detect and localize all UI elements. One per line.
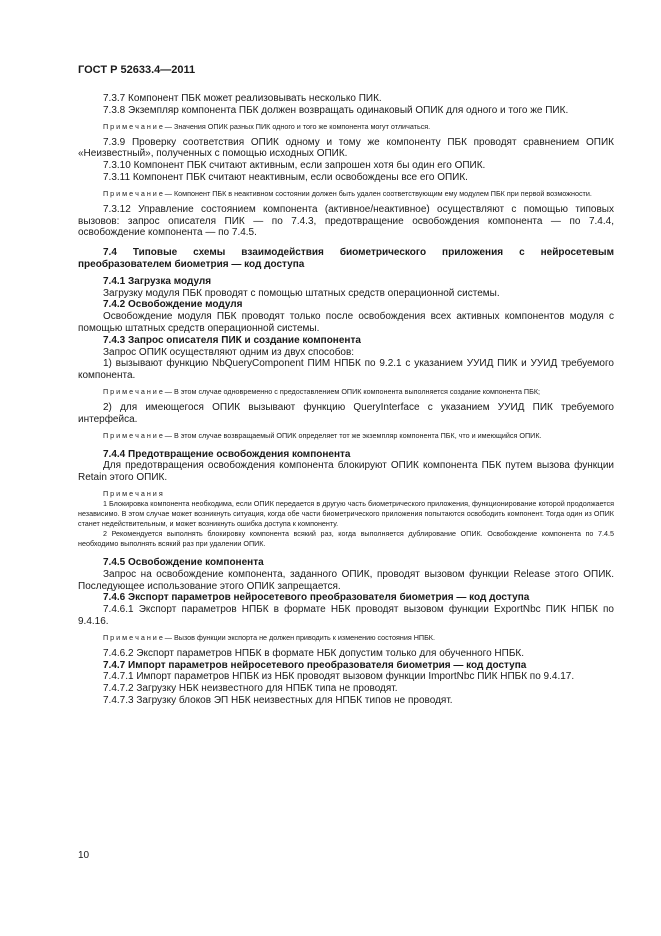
paragraph: 7.3.7 Компонент ПБК может реализовывать несколько ПИК. xyxy=(103,93,382,104)
section-heading: 7.4.7 Импорт параметров нейросетевого преобразователя биометрия — код доступа xyxy=(103,659,527,671)
paragraph: 7.3.11 Компонент ПБК считают неактивным, если освобождены все его ОПИК. xyxy=(103,171,468,183)
note: П р и м е ч а н и е — Компонент ПБК в неактивном состоянии должен быть удален соответствующим ему модулем ПБК при первой возможности. xyxy=(103,188,592,198)
document-page xyxy=(78,64,614,707)
paragraph: 7.3.9 Проверку соответствия ОПИК одному и тому же компоненту ПБК проводят сравнением ОПИК «Неизвестный», полученных с помощью исходных ОПИК. xyxy=(78,136,614,160)
paragraph: Для предотвращения освобождения компонента блокируют ОПИК компонента ПБК путем вызова функции Retain этого ОПИК. xyxy=(78,460,614,484)
section-heading: 7.4.3 Запрос описателя ПИК и создание компонента xyxy=(103,334,361,346)
section-heading: 7.4.6 Экспорт параметров нейросетевого преобразователя биометрия — код доступа xyxy=(103,592,530,604)
paragraph: Загрузку модуля ПБК проводят с помощью штатных средств операционной системы. xyxy=(103,287,500,299)
paragraph: 2) для имеющегося ОПИК вызывают функцию QueryInterface с указанием УУИД ПИК требуемого интерфейса. xyxy=(78,401,614,425)
section-heading: 7.4.5 Освобождение компонента xyxy=(103,556,264,568)
document-header: ГОСТ Р 52633.4—2011 xyxy=(78,64,196,76)
note: 2 Рекомендуется выполнять блокировку компонента всякий раз, когда выполняется дублирование ОПИК. Освобождение компонента по 7.4.5 необходимо выполнять всякий раз при удалении ОПИК. xyxy=(78,528,614,548)
paragraph: Запрос ОПИК осуществляют одним из двух способов: xyxy=(103,346,355,358)
paragraph: 7.4.7.3 Загрузку блоков ЭП НБК неизвестных для НПБК типов не проводят. xyxy=(103,694,453,706)
note: П р и м е ч а н и е — Значения ОПИК разных ПИК одного и того же компонента могут отличаться. xyxy=(103,121,431,131)
section-heading: 7.4.1 Загрузка модуля xyxy=(103,275,212,287)
note: П р и м е ч а н и я xyxy=(103,488,163,498)
paragraph: 7.4.7.2 Загрузку НБК неизвестного для НПБК типа не проводят. xyxy=(103,683,398,695)
note: П р и м е ч а н и е — Вызов функции экспорта не должен приводить к изменению состояния НПБК. xyxy=(103,632,435,642)
paragraph: 7.4.7.1 Импорт параметров НПБК из НБК проводят вызовом функции ImportNbc ПИК НПБК по 9.4.17. xyxy=(103,671,575,683)
note: П р и м е ч а н и е — В этом случае возвращаемый ОПИК определяет тот же экземпляр компонента ПБК, что и имеющийся ОПИК. xyxy=(103,430,542,440)
paragraph: 7.3.12 Управление состоянием компонента (активное/неактивное) осуществляют с помощью типовых вызовов: запрос описателя ПИК — по 7.4.3, предотвращение освобождения компонента — по 7.4.4, освобождение компонента — по 7.4.5. xyxy=(78,203,614,239)
paragraph: Освобождение модуля ПБК проводят только после освобождения всех активных компонентов модуля с помощью штатных средств операционной системы. xyxy=(78,311,614,334)
paragraph: 7.4.6.2 Экспорт параметров НПБК в формате НБК допустим только для обученного НПБК. xyxy=(103,647,524,659)
page-number: 10 xyxy=(78,850,90,861)
section-heading: 7.4.2 Освобождение модуля xyxy=(103,299,243,311)
section-heading: 7.4 Типовые схемы взаимодействия биометрического приложения с нейросетевым преобразователем биометрия — код доступа xyxy=(78,247,614,270)
note: 1 Блокировка компонента необходима, если ОПИК передается в другую часть биометрического приложения, функционирование которой продолжается независимо. В этом случае может возникнуть ситуация, когда обе части биометрического приложения попытаются освободить компонент. Тогда один из ОПИК станет недействительным, и может возникнуть ошибка доступа к компоненту. xyxy=(78,498,614,528)
paragraph: Запрос на освобождение компонента, заданного ОПИК, проводят вызовом функции Release этого ОПИК. Последующее использование этого ОПИК запрещается. xyxy=(78,568,614,592)
document-body xyxy=(78,93,614,707)
paragraph: 7.3.10 Компонент ПБК считают активным, если запрошен хотя бы один его ОПИК. xyxy=(103,160,486,172)
section-heading: 7.4.4 Предотвращение освобождения компонента xyxy=(103,448,351,460)
note: П р и м е ч а н и е — В этом случае одновременно с предоставлением ОПИК компонента выполняется создание компонента ПБК; xyxy=(103,386,541,396)
paragraph: 7.4.6.1 Экспорт параметров НПБК в формате НБК проводят вызовом функции ExportNbc ПИК НПБК по 9.4.16. xyxy=(78,604,614,627)
paragraph: 7.3.8 Экземпляр компонента ПБК должен возвращать одинаковый ОПИК для одного и того же ПИК. xyxy=(103,104,569,116)
paragraph: 1) вызывают функцию NbQueryComponent ПИМ НПБК по 9.2.1 с указанием УУИД ПИК и УУИД требуемого компонента. xyxy=(78,358,614,382)
